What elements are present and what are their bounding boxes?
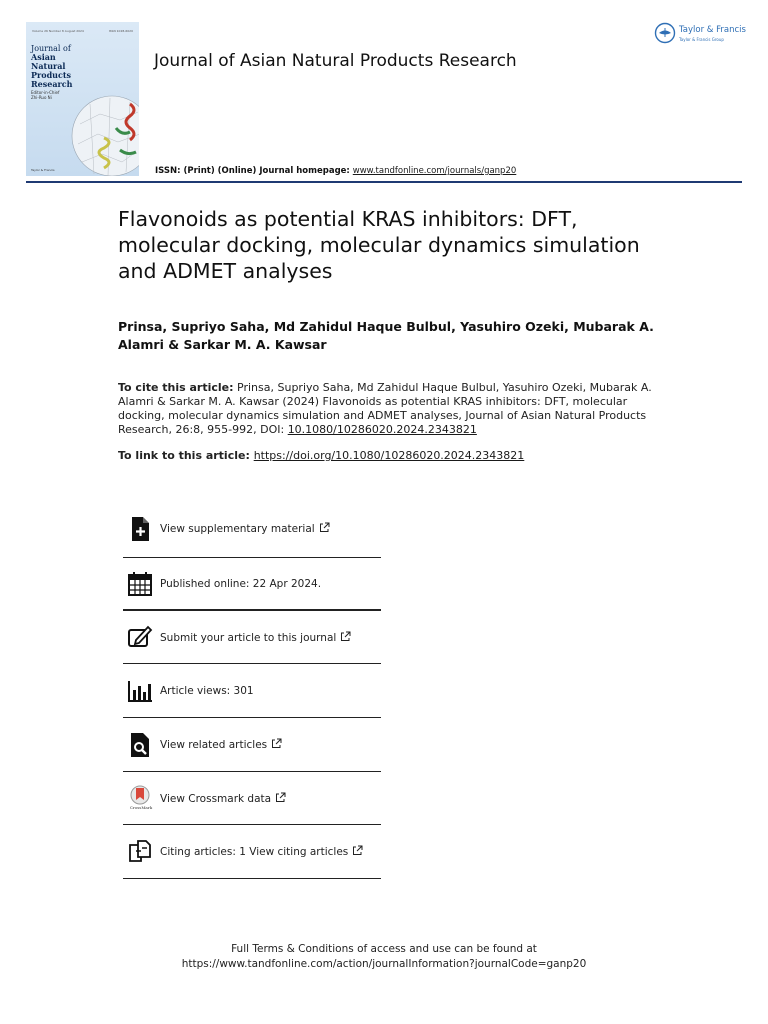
external-link-icon (319, 522, 330, 533)
list-item-label (160, 738, 282, 751)
list-item-label (160, 792, 286, 805)
article-link-label: To link to this article: (118, 449, 254, 462)
cover-issn: ISSN 1028-6020 (108, 29, 133, 33)
calendar-icon (127, 571, 153, 597)
list-item-crossmark[interactable] (123, 772, 381, 825)
publisher-logo[interactable] (654, 22, 746, 48)
list-item-related[interactable] (123, 718, 381, 772)
list-item-citing[interactable] (123, 825, 381, 879)
publisher-logo-icon (654, 22, 676, 48)
article-link-line (118, 449, 524, 463)
external-link-icon (275, 792, 286, 803)
cover-title-line: Products (31, 70, 72, 80)
list-item-label (160, 522, 330, 535)
article-links-list (123, 500, 381, 879)
citation-text: Prinsa, Supriyo Saha, Md Zahidul Haque Bulbul, Yasuhiro Ozeki, Mubarak A. Alamri & Sarkar M. A. Kawsar (2024) Flavonoids as potential KRAS inhibitors: DFT, molecular docking, molecular dynamics simulation and ADMET analyses, Journal of Asian Natural Products Research, 26:8, 955-992, DOI: (118, 381, 652, 436)
publisher-name: Taylor & Francis (679, 25, 746, 35)
article-views: Article views: 301 (160, 684, 254, 697)
supplementary-icon (127, 516, 153, 542)
related-label: View related articles (160, 739, 268, 751)
terms-line: Full Terms & Conditions of access and use can be found at (231, 943, 537, 955)
header-divider (26, 181, 742, 183)
issn-line (155, 166, 516, 176)
citing-label: Citing articles: 1 View citing articles (160, 846, 349, 858)
list-item-label (160, 845, 363, 858)
cover-publisher-mark: Taylor & Francis (31, 168, 55, 172)
journal-homepage-link[interactable]: www.tandfonline.com/journals/ganp20 (352, 166, 517, 176)
submit-label: Submit your article to this journal (160, 631, 337, 644)
journal-cover (26, 22, 139, 176)
article-authors: Prinsa, Supriyo Saha, Md Zahidul Haque Bulbul, Yasuhiro Ozeki, Mubarak A. Alamri & Sarkar M. A. Kawsar (118, 319, 654, 352)
list-item-supplementary[interactable] (123, 500, 381, 558)
cover-title-line: Research (31, 79, 73, 89)
article-title: Flavonoids as potential KRAS inhibitors: DFT, molecular docking, molecular dynamics simulation and ADMET analyses (118, 207, 640, 283)
published-date: Published online: 22 Apr 2024. (160, 577, 322, 590)
issn-label: ISSN: (Print) (Online) Journal homepage: (155, 166, 353, 176)
cover-editor-name: Zhi-Ruo Ni (31, 95, 52, 100)
list-item-label (160, 631, 351, 644)
citation (118, 381, 658, 437)
list-item-published (123, 558, 381, 611)
terms-url[interactable]: https://www.tandfonline.com/action/journalInformation?journalCode=ganp20 (181, 958, 587, 970)
supplementary-label: View supplementary material (160, 523, 315, 535)
cover-title-line: Asian Natural (31, 52, 66, 71)
protein-structure-illustration (60, 84, 139, 176)
crossmark-label: View Crossmark data (160, 792, 272, 805)
external-link-icon (340, 631, 351, 642)
citing-articles-icon (127, 839, 153, 865)
cover-editor-label: Editor-in-Chief (31, 90, 60, 95)
external-link-icon (271, 738, 282, 749)
publisher-group: Taylor & Francis Group (679, 37, 724, 42)
bar-chart-icon (127, 678, 153, 704)
crossmark-icon (127, 785, 153, 811)
related-search-icon (127, 732, 153, 758)
cover-title (31, 44, 91, 89)
journal-name: Journal of Asian Natural Products Research (154, 51, 517, 71)
edit-icon (127, 624, 153, 650)
crossmark-caption: CrossMark (129, 805, 153, 810)
doi-link[interactable]: 10.1080/10286020.2024.2343821 (287, 423, 477, 436)
citation-label: To cite this article: (118, 381, 234, 394)
terms-footer (0, 942, 768, 972)
cover-title-pre: Journal of (31, 44, 71, 53)
list-item-views (123, 664, 381, 718)
external-link-icon (352, 845, 363, 856)
article-doi-url-link[interactable]: https://doi.org/10.1080/10286020.2024.2343821 (253, 449, 525, 462)
list-item-submit[interactable] (123, 611, 381, 664)
cover-editor (31, 90, 59, 100)
cover-volume: Volume 26 Number 8 August 2024 (32, 29, 84, 33)
